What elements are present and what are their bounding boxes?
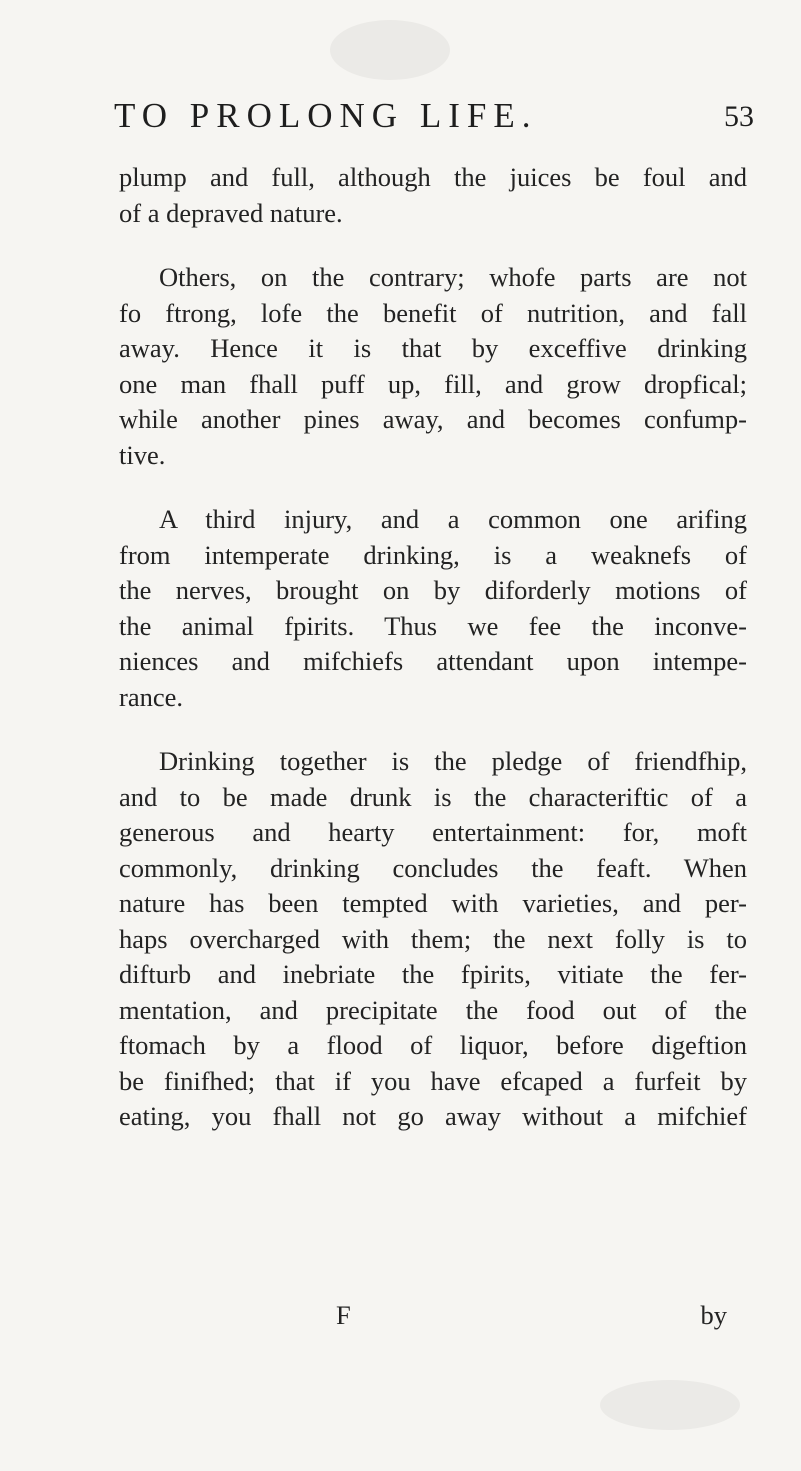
- text-line: tive.: [119, 439, 166, 470]
- text-line: the nerves, brought on by diforderly motions of: [119, 575, 747, 605]
- text-line: while another pines away, and becomes confump-: [119, 404, 747, 434]
- text-line: difturb and inebriate the fpirits, vitiate the fer-: [119, 959, 747, 989]
- body-text: [119, 160, 747, 1164]
- text-line: one man fhall puff up, fill, and grow dropfical;: [119, 368, 747, 399]
- text-line: generous and hearty entertainment: for, moft: [119, 817, 747, 847]
- text-line: rance.: [119, 681, 183, 712]
- text-line: A third injury, and a common one arifing: [159, 504, 747, 534]
- text-line: commonly, drinking concludes the feaft. When: [119, 852, 747, 883]
- running-head: [114, 96, 754, 146]
- text-line: fo ftrong, lofe the benefit of nutrition, and fall: [119, 297, 747, 328]
- text-line: and to be made drunk is the characteriftic of a: [119, 781, 747, 812]
- text-line: of a depraved nature.: [119, 197, 343, 228]
- paragraph: [119, 160, 747, 231]
- text-line: mentation, and precipitate the food out of the: [119, 994, 747, 1025]
- running-title: TO PROLONG LIFE.: [114, 96, 538, 135]
- catchword: by: [700, 1300, 727, 1330]
- text-line: niences and mifchiefs attendant upon intempe-: [119, 646, 747, 676]
- text-line: eating, you fhall not go away without a mifchief: [119, 1101, 747, 1131]
- text-line: away. Hence it is that by exceffive drinking: [119, 333, 747, 363]
- text-line: nature has been tempted with varieties, and per-: [119, 888, 747, 918]
- paper-stain: [330, 20, 450, 80]
- paragraph: [119, 744, 747, 1135]
- text-line: from intemperate drinking, is a weaknefs of: [119, 539, 747, 570]
- text-line: plump and full, although the juices be foul and: [119, 162, 747, 192]
- text-line: Others, on the contrary; whofe parts are not: [159, 262, 747, 292]
- text-line: be finifhed; that if you have efcaped a furfeit by: [119, 1065, 747, 1096]
- paper-stain: [600, 1380, 740, 1430]
- text-line: Drinking together is the pledge of friendfhip,: [159, 746, 747, 776]
- page-number: 53: [724, 100, 754, 133]
- page-footer: [119, 1300, 747, 1336]
- signature-mark: F: [336, 1300, 351, 1330]
- text-line: the animal fpirits. Thus we fee the inconve-: [119, 610, 747, 641]
- paragraph: [119, 502, 747, 715]
- paragraph: [119, 260, 747, 473]
- text-line: haps overcharged with them; the next folly is to: [119, 923, 747, 954]
- text-line: ftomach by a flood of liquor, before digeftion: [119, 1030, 747, 1060]
